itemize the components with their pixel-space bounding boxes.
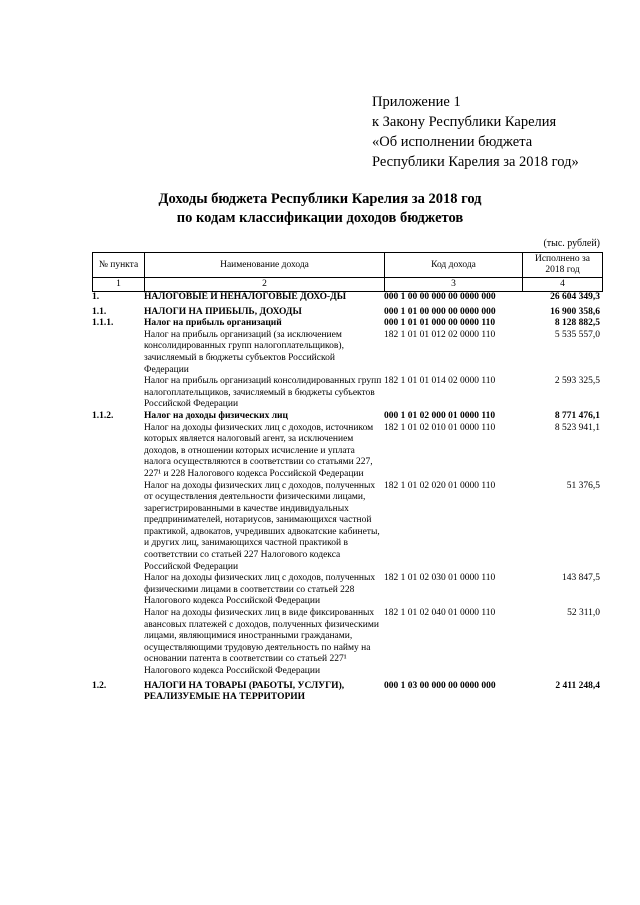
row-name: НАЛОГОВЫЕ И НЕНАЛОГОВЫЕ ДОХО-ДЫ (144, 292, 347, 302)
table-row (92, 411, 602, 423)
row-name: Налог на доходы физических лиц в виде фиксированных авансовых платежей с доходов, полученных физическими лицами, являющимися иностранными гражданами, осуществляющими трудовую деятельность по найму на основании патента в соответствии со статьей 227¹ Налогового кодекса Российской Федерации (144, 608, 379, 676)
row-num: 1.1. (92, 306, 107, 317)
row-code: 182 1 01 02 020 01 0000 110 (384, 480, 496, 491)
table-row (92, 573, 602, 608)
row-code: 182 1 01 02 010 01 0000 110 (384, 422, 496, 433)
row-name: Налог на прибыль организаций консолидированных групп налогоплательщиков, зачисляемый в бюджеты субъектов Российской Федерации (144, 376, 382, 410)
row-num (92, 481, 144, 574)
row-num (92, 376, 144, 411)
row-amount: 51 376,5 (566, 480, 600, 491)
row-code: 000 1 00 00 000 00 0000 000 (384, 292, 496, 302)
units-label: (тыс. рублей) (543, 238, 600, 249)
table-row (92, 608, 602, 678)
row-amount: 5 535 557,0 (554, 329, 600, 340)
row-amount: 8 523 941,1 (554, 422, 600, 433)
row-code: 182 1 01 02 030 01 0000 110 (384, 573, 496, 584)
column-number: 4 (523, 278, 603, 292)
row-name: НАЛОГИ НА ПРИБЫЛЬ, ДОХОДЫ (144, 306, 302, 317)
row-code: 000 1 01 01 000 00 0000 110 (384, 318, 496, 329)
row-code: 182 1 01 02 040 01 0000 110 (384, 608, 496, 619)
table-row (92, 678, 602, 704)
row-num: 1.2. (92, 680, 107, 691)
appendix-block (372, 92, 579, 172)
row-name: Налог на доходы физических лиц с доходов, полученных физическими лицами в соответствии со статьей 228 Налогового кодекса Российской Федерации (144, 573, 376, 607)
row-amount: 16 900 358,6 (550, 306, 600, 317)
row-name: Налог на прибыль организаций (за исключением консолидированных групп налогоплательщиков), зачисляемый в бюджеты субъектов Российской Федерации (144, 329, 344, 375)
row-amount: 2 593 325,5 (554, 376, 600, 387)
row-amount: 2 411 248,4 (555, 680, 600, 691)
row-num (92, 573, 144, 608)
row-amount: 8 128 882,5 (554, 318, 600, 329)
table-row (92, 423, 602, 481)
row-code: 000 1 03 00 000 00 0000 000 (384, 680, 496, 691)
row-code: 182 1 01 01 012 02 0000 110 (384, 329, 496, 340)
header-amount: Исполнено за 2018 год (523, 253, 603, 278)
table-row (92, 330, 602, 376)
row-num: 1.1.2. (92, 410, 114, 421)
table-row (92, 318, 602, 330)
row-code: 182 1 01 01 014 02 0000 110 (384, 376, 496, 387)
row-name: Налог на доходы физических лиц (144, 410, 288, 421)
header-num: № пункта (93, 253, 145, 278)
appendix-line: к Закону Республики Карелия (372, 114, 557, 130)
table-header (92, 252, 603, 292)
column-number: 2 (145, 278, 385, 292)
row-amount: 26 604 349,3 (550, 292, 600, 302)
table-row (92, 304, 602, 319)
header-code: Код дохода (385, 253, 523, 278)
row-num: 1.1.1. (92, 318, 114, 329)
table-row (92, 292, 602, 304)
row-name: НАЛОГИ НА ТОВАРЫ (РАБОТЫ, УСЛУГИ), РЕАЛИЗУЕМЫЕ НА ТЕРРИТОРИИ (144, 680, 345, 703)
appendix-line: Приложение 1 (372, 94, 461, 110)
title-line-1: Доходы бюджета Республики Карелия за 2018 год (158, 191, 482, 207)
column-number: 3 (385, 278, 523, 292)
row-code: 000 1 01 02 000 01 0000 110 (384, 410, 496, 421)
row-code: 000 1 01 00 000 00 0000 000 (384, 306, 496, 317)
title-line-2: по кодам классификации доходов бюджетов (176, 210, 464, 226)
row-num (92, 423, 144, 481)
column-number: 1 (93, 278, 145, 292)
row-num (92, 330, 144, 376)
row-num: 1. (92, 292, 100, 302)
appendix-line: «Об исполнении бюджета (372, 134, 533, 150)
document-title (0, 190, 640, 228)
row-name: Налог на доходы физических лиц с доходов, источником которых является налоговый агент, за исключением доходов, в отношении которых исчисление и уплата налога осуществляются в соответствии со статьями 227, 227¹ и 228 Налогового кодекса Российской Федерации (144, 422, 374, 479)
row-name: Налог на прибыль организаций (144, 318, 282, 329)
row-name: Налог на доходы физических лиц с доходов, полученных от осуществления деятельности физическими лицами, зарегистрированными в качестве индивидуальных предпринимателей, нотариусов, занимающихся частной практикой, адвокатов, учредивших адвокатские кабинеты, и других лиц, занимающихся частной практикой в соответствии со статьей 227 Налогового кодекса Российской Федерации (144, 480, 380, 572)
row-num (92, 608, 144, 678)
row-amount: 8 771 476,1 (554, 410, 600, 421)
income-table (92, 292, 602, 704)
appendix-line: Республики Карелия за 2018 год» (372, 154, 579, 170)
header-name: Наименование дохода (145, 253, 385, 278)
table-row (92, 376, 602, 411)
row-amount: 52 311,0 (567, 608, 600, 619)
table-row (92, 481, 602, 574)
row-amount: 143 847,5 (562, 573, 600, 584)
